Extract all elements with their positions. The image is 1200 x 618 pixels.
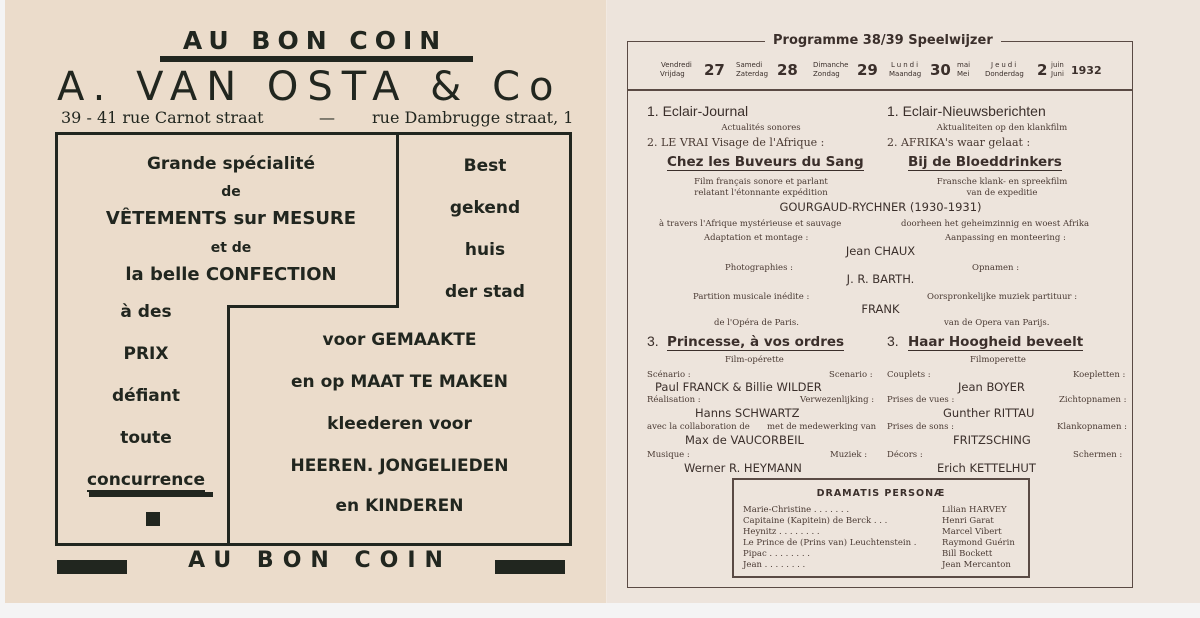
cast-actor: Bill Bockett bbox=[942, 549, 993, 559]
credit-right-fr: Prises de sons : bbox=[887, 422, 955, 432]
cast-role: Pipac . . . . . . . . bbox=[743, 549, 810, 559]
nl-side-2: gekend bbox=[449, 198, 521, 218]
photo-nl: Opnamen : bbox=[972, 263, 1020, 273]
nl-side-4: der stad bbox=[445, 282, 525, 302]
day-fr: Samedi bbox=[736, 61, 763, 69]
adapt-fr: Adaptation et montage : bbox=[704, 233, 809, 243]
nl-block-1: voor GEMAAKTE bbox=[322, 330, 477, 350]
frame-line bbox=[569, 132, 572, 546]
credit-left-fr: Réalisation : bbox=[647, 395, 701, 405]
adapt-nl: Aanpassing en monteering : bbox=[945, 233, 1066, 243]
underline-rule bbox=[89, 492, 213, 497]
day-number: 29 bbox=[857, 61, 878, 79]
cast-row bbox=[743, 560, 1028, 572]
fr-line-3: VÊTEMENTS sur MESURE bbox=[105, 208, 357, 229]
credit-right-fr: Couplets : bbox=[887, 370, 931, 380]
day-nl: Vrijdag bbox=[660, 70, 685, 78]
fr-line-1: Grande spécialité bbox=[146, 154, 316, 174]
credit-left-name: Max de VAUCORBEIL bbox=[685, 433, 804, 447]
photo-name: J. R. BARTH. bbox=[846, 272, 915, 286]
credit-left-nl: Muziek : bbox=[830, 450, 868, 460]
day-number: 30 bbox=[930, 61, 951, 79]
cast-role: Marie-Christine . . . . . . . bbox=[743, 505, 850, 515]
adapt-name: Jean CHAUX bbox=[845, 244, 916, 258]
item2-nl-sub2: van de expeditie bbox=[966, 188, 1038, 198]
cast-actor: Henri Garat bbox=[942, 516, 994, 526]
month-nl: Mei bbox=[957, 70, 970, 78]
cast-actor: Jean Mercanton bbox=[942, 560, 1011, 570]
fr-line-7: PRIX bbox=[123, 344, 169, 364]
fr-line-2: de bbox=[221, 184, 241, 200]
month-fr: juin bbox=[1051, 61, 1064, 69]
dramatis-title: DRAMATIS PERSONÆ bbox=[816, 488, 946, 499]
firm-name: A. VAN OSTA & Co bbox=[57, 64, 563, 110]
credit-right-nl: Koepletten : bbox=[1073, 370, 1126, 380]
item3-nl-number: 3. bbox=[887, 333, 899, 349]
year: 1932 bbox=[1071, 64, 1102, 77]
day-fr: Dimanche bbox=[813, 61, 849, 69]
credit-left-fr: Musique : bbox=[647, 450, 690, 460]
cast-actor: Marcel Vibert bbox=[942, 527, 1002, 537]
credit-right-name: Erich KETTELHUT bbox=[937, 461, 1036, 475]
item2-fr-sub2: relatant l'étonnante expédition bbox=[694, 188, 828, 198]
item3-nl-title: Haar Hoogheid beveelt bbox=[908, 334, 1084, 350]
credit-left-nl: Verwezenlijking : bbox=[800, 395, 875, 405]
item2-fr-title: Chez les Buveurs du Sang bbox=[667, 154, 864, 170]
item2-nl-title: Bij de Bloeddrinkers bbox=[908, 154, 1062, 170]
nl-side-1: Best bbox=[463, 156, 507, 176]
item1-fr-sub: Actualités sonores bbox=[721, 123, 801, 133]
opera-fr: de l'Opéra de Paris. bbox=[714, 318, 799, 328]
item1-nl: 1. Eclair-Nieuwsberichten bbox=[887, 103, 1046, 119]
frame-line bbox=[55, 132, 571, 135]
fr-line-4: et de bbox=[210, 240, 252, 256]
day-nl: Maandag bbox=[889, 70, 922, 78]
credit-right-nl: Schermen : bbox=[1073, 450, 1123, 460]
day-number: 28 bbox=[777, 61, 798, 79]
day-number: 27 bbox=[704, 61, 725, 79]
item1-fr: 1. Eclair-Journal bbox=[647, 103, 749, 119]
item2-fr-sub1: Film français sonore et parlant bbox=[694, 177, 828, 187]
cast-role: Le Prince de (Prins van) Leuchtenstein . bbox=[743, 538, 917, 548]
credit-right-fr: Prises de vues : bbox=[887, 395, 955, 405]
fr-line-10-text: concurrence bbox=[86, 470, 206, 490]
address-left: 39 - 41 rue Carnot straat bbox=[61, 108, 264, 127]
bottom-bar-left bbox=[57, 560, 127, 574]
cast-actor: Lilian HARVEY bbox=[942, 505, 1007, 515]
nl-block-3: kleederen voor bbox=[327, 414, 472, 434]
credit-right-name: Jean BOYER bbox=[958, 380, 1025, 394]
month-nl: Juni bbox=[1051, 70, 1064, 78]
credit-left-name: Werner R. HEYMANN bbox=[684, 461, 802, 475]
day-fr: Lundi bbox=[891, 61, 921, 69]
date-separator bbox=[628, 89, 1132, 91]
dates-row bbox=[655, 55, 1131, 85]
across-nl: doorheen het geheimzinnig en woest Afrika bbox=[901, 219, 1090, 229]
credit-right-nl: Zichtopnamen : bbox=[1059, 395, 1127, 405]
credit-left-fr: Scénario : bbox=[647, 370, 691, 380]
nl-block-5: en KINDEREN bbox=[335, 496, 464, 516]
top-rule bbox=[160, 56, 473, 62]
address-separator: — bbox=[319, 108, 335, 127]
nl-block-4: HEEREN. JONGELIEDEN bbox=[290, 456, 509, 476]
fr-line-8: défiant bbox=[112, 386, 180, 406]
fr-line-5: la belle CONFECTION bbox=[125, 264, 337, 285]
cast-role: Jean . . . . . . . . bbox=[743, 560, 806, 570]
cast-role: Capitaine (Kapitein) de Berck . . . bbox=[743, 516, 888, 526]
expedition-name: GOURGAUD-RYCHNER (1930-1931) bbox=[779, 200, 982, 214]
day-nl: Zondag bbox=[813, 70, 840, 78]
cast-actor: Raymond Guérin bbox=[942, 538, 1015, 548]
credit-left-nl: met de medewerking van bbox=[767, 422, 877, 432]
advertisement-page bbox=[5, 0, 606, 603]
ad-bottom-title: AU BON COIN bbox=[188, 548, 452, 573]
fr-line-10 bbox=[65, 470, 227, 490]
credit-right-name: FRITZSCHING bbox=[953, 433, 1031, 447]
cast-role: Heynitz . . . . . . . . bbox=[743, 527, 820, 537]
nl-side-3: huis bbox=[464, 240, 506, 260]
day-fr: Jeudi bbox=[991, 61, 1019, 69]
credit-right-name: Gunther RITTAU bbox=[943, 406, 1035, 420]
item3-fr-title: Princesse, à vos ordres bbox=[667, 334, 845, 350]
bottom-bar-right bbox=[495, 560, 565, 574]
item2-fr: 2. LE VRAI Visage de l'Afrique : bbox=[647, 136, 825, 149]
square-ornament bbox=[146, 512, 160, 526]
day-nl: Zaterdag bbox=[736, 70, 769, 78]
day-number: 2 bbox=[1037, 61, 1048, 79]
day-nl: Donderdag bbox=[985, 70, 1024, 78]
item1-nl-sub: Aktualiteiten op den klankfilm bbox=[936, 123, 1068, 133]
frame-line bbox=[55, 132, 58, 546]
fr-line-6: à des bbox=[120, 302, 172, 322]
credit-right-nl: Klankopnamen : bbox=[1057, 422, 1127, 432]
programme-title: Programme 38/39 Speelwijzer bbox=[765, 33, 1001, 48]
score-name: FRANK bbox=[861, 302, 900, 316]
programme-page bbox=[607, 0, 1200, 603]
nl-block-2: en op MAAT TE MAKEN bbox=[291, 372, 508, 392]
ad-top-title: AU BON COIN bbox=[182, 26, 448, 55]
item2-nl-sub1: Fransche klank- en spreekfilm bbox=[936, 177, 1068, 187]
item3-nl-sub: Filmoperette bbox=[970, 355, 1026, 365]
photo-fr: Photographies : bbox=[725, 263, 794, 273]
item3-fr-sub: Film-opérette bbox=[725, 355, 784, 365]
dramatis-personae-box bbox=[732, 478, 1030, 578]
fr-line-9: toute bbox=[120, 428, 172, 448]
opera-nl: van de Opera van Parijs. bbox=[944, 318, 1050, 328]
address-right: rue Dambrugge straat, 1 bbox=[372, 108, 574, 127]
item3-fr-number: 3. bbox=[647, 333, 659, 349]
credit-left-name: Hanns SCHWARTZ bbox=[695, 406, 800, 420]
month-fr: mai bbox=[957, 61, 971, 69]
credit-left-name: Paul FRANCK & Billie WILDER bbox=[655, 380, 822, 394]
credit-left-fr: avec la collaboration de bbox=[647, 422, 750, 432]
across-fr: à travers l'Afrique mystérieuse et sauvage bbox=[659, 219, 842, 229]
credit-right-fr: Décors : bbox=[887, 450, 923, 460]
frame-line bbox=[227, 305, 399, 308]
frame-line bbox=[55, 543, 572, 546]
item2-nl: 2. AFRIKA's waar gelaat : bbox=[887, 136, 1031, 149]
credit-left-nl: Scenario : bbox=[829, 370, 873, 380]
score-fr: Partition musicale inédite : bbox=[693, 292, 810, 302]
score-nl: Oorspronkelijke muziek partituur : bbox=[927, 292, 1078, 302]
day-fr: Vendredi bbox=[661, 61, 692, 69]
